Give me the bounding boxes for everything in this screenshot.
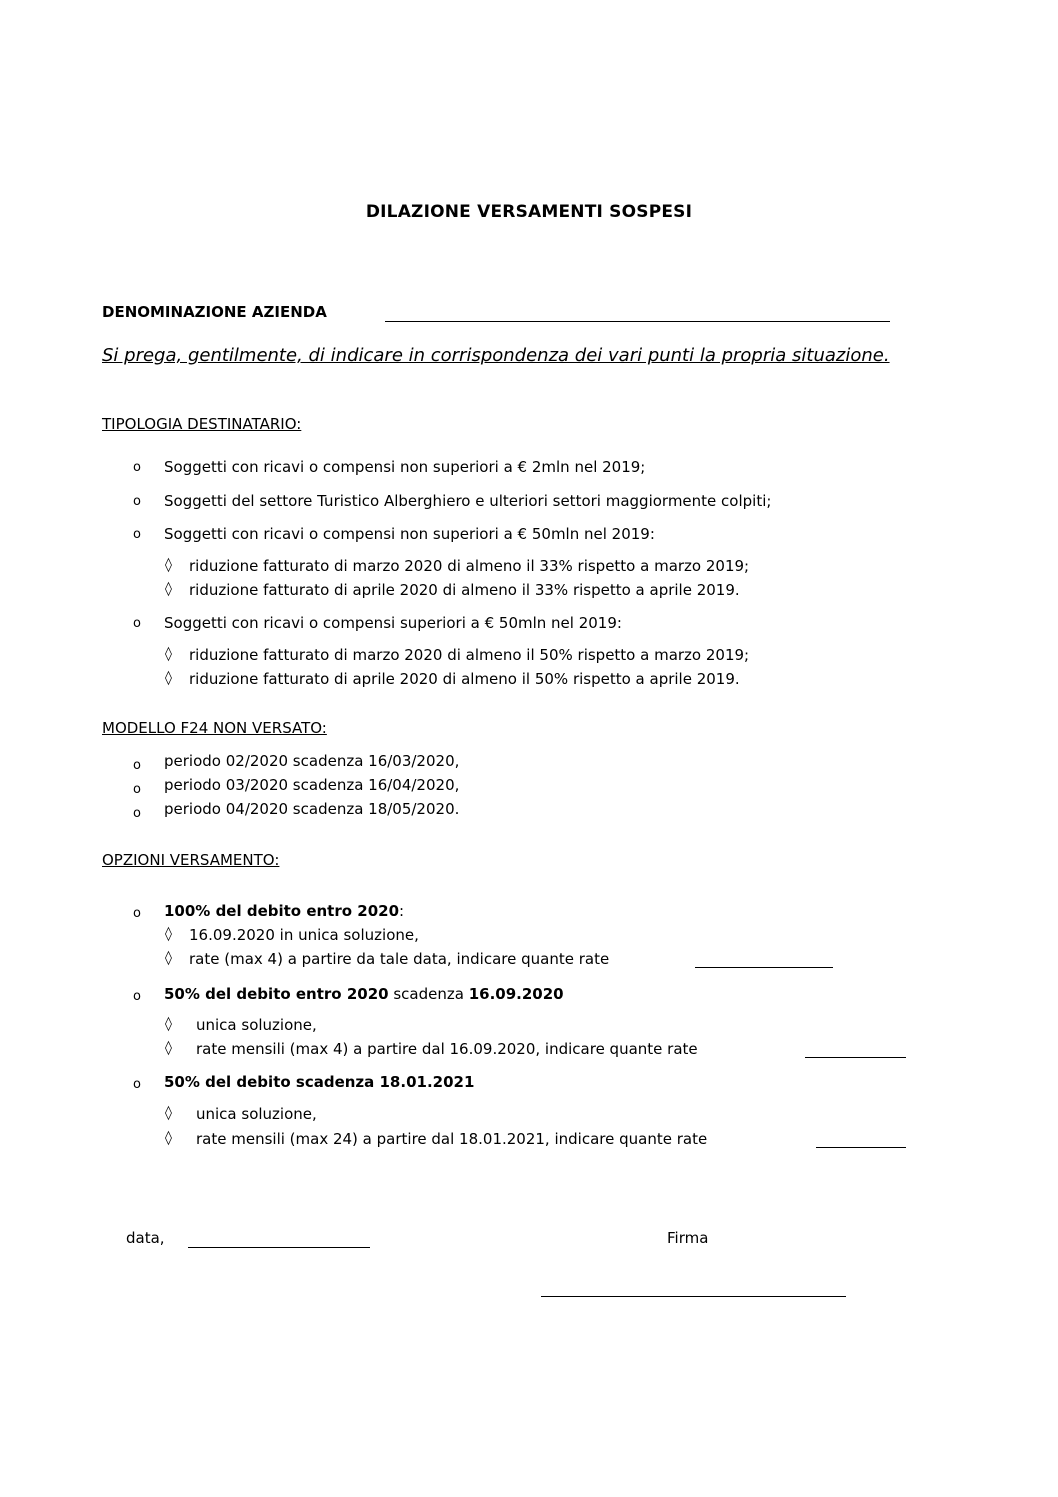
list-item: Soggetti con ricavi o compensi superiori a € 50mln nel 2019: — [164, 614, 622, 632]
sub-list-item: riduzione fatturato di marzo 2020 di almeno il 50% rispetto a marzo 2019; — [189, 646, 750, 664]
company-name-label: DENOMINAZIONE AZIENDA — [102, 303, 327, 321]
rate-count-field[interactable] — [805, 1057, 906, 1058]
signature-field[interactable] — [541, 1296, 846, 1297]
sub-list-item: unica soluzione, — [196, 1105, 317, 1123]
page-title: DILAZIONE VERSAMENTI SOSPESI — [365, 202, 693, 222]
list-item: Soggetti con ricavi o compensi non superiori a € 2mln nel 2019; — [164, 458, 646, 476]
diamond-icon: ◊ — [165, 557, 172, 573]
intro-text: Si prega, gentilmente, di indicare in corrispondenza dei vari punti la propria situazione. — [102, 345, 890, 366]
sub-list-item: riduzione fatturato di aprile 2020 di almeno il 33% rispetto a aprile 2019. — [189, 581, 740, 599]
option-date-text: 16.09.2020 — [468, 985, 564, 1003]
diamond-icon: ◊ — [165, 1105, 172, 1121]
bullet-icon: o — [133, 806, 141, 821]
checkbox-bullet[interactable]: o — [133, 1077, 141, 1092]
diamond-icon: ◊ — [165, 926, 172, 942]
diamond-icon: ◊ — [165, 581, 172, 597]
checkbox-bullet[interactable]: o — [133, 906, 141, 921]
bullet-icon: o — [133, 527, 141, 542]
diamond-icon: ◊ — [165, 1016, 172, 1032]
diamond-icon: ◊ — [165, 646, 172, 662]
option-50-2021-label: 50% del debito scadenza 18.01.2021 — [164, 1073, 475, 1091]
option-suffix: : — [399, 902, 405, 920]
bullet-icon: o — [133, 616, 141, 631]
date-field[interactable] — [188, 1247, 370, 1248]
list-item: Soggetti con ricavi o compensi non superiori a € 50mln nel 2019: — [164, 525, 655, 543]
checkbox-bullet[interactable]: o — [133, 989, 141, 1004]
sub-list-item: 16.09.2020 in unica soluzione, — [189, 926, 419, 944]
sub-list-item: rate mensili (max 4) a partire dal 16.09.2020, indicare quante rate — [196, 1040, 698, 1058]
sub-list-item: riduzione fatturato di marzo 2020 di almeno il 33% rispetto a marzo 2019; — [189, 557, 750, 575]
list-item: Soggetti del settore Turistico Alberghiero e ulteriori settori maggiormente colpiti; — [164, 492, 772, 510]
diamond-icon: ◊ — [165, 1130, 172, 1146]
section-tipologia-title: TIPOLOGIA DESTINATARIO: — [102, 415, 302, 433]
diamond-icon: ◊ — [165, 1040, 172, 1056]
section-modello-title: MODELLO F24 NON VERSATO: — [102, 719, 327, 737]
bullet-icon: o — [133, 460, 141, 475]
sub-list-item: rate mensili (max 24) a partire dal 18.01.2021, indicare quante rate — [196, 1130, 708, 1148]
section-opzioni-title: OPZIONI VERSAMENTO: — [102, 851, 280, 869]
company-name-field[interactable] — [385, 321, 890, 322]
rate-count-field[interactable] — [816, 1147, 906, 1148]
option-mid-text: scadenza — [388, 985, 469, 1003]
option-bold-text: 50% del debito entro 2020 — [164, 985, 389, 1003]
bullet-icon: o — [133, 782, 141, 797]
sub-list-item: rate (max 4) a partire da tale data, indicare quante rate — [189, 950, 610, 968]
sub-list-item: riduzione fatturato di aprile 2020 di almeno il 50% rispetto a aprile 2019. — [189, 670, 740, 688]
rate-count-field[interactable] — [695, 967, 833, 968]
diamond-icon: ◊ — [165, 950, 172, 966]
bullet-icon: o — [133, 758, 141, 773]
date-label: data, — [126, 1229, 165, 1247]
diamond-icon: ◊ — [165, 670, 172, 686]
list-item: periodo 04/2020 scadenza 18/05/2020. — [164, 800, 460, 818]
list-item: periodo 02/2020 scadenza 16/03/2020, — [164, 752, 460, 770]
option-bold-text: 100% del debito entro 2020 — [164, 902, 400, 920]
sub-list-item: unica soluzione, — [196, 1016, 317, 1034]
signature-label: Firma — [667, 1229, 709, 1247]
list-item: periodo 03/2020 scadenza 16/04/2020, — [164, 776, 460, 794]
option-50-2020-label — [164, 985, 564, 1003]
option-100-label — [164, 902, 404, 920]
bullet-icon: o — [133, 494, 141, 509]
